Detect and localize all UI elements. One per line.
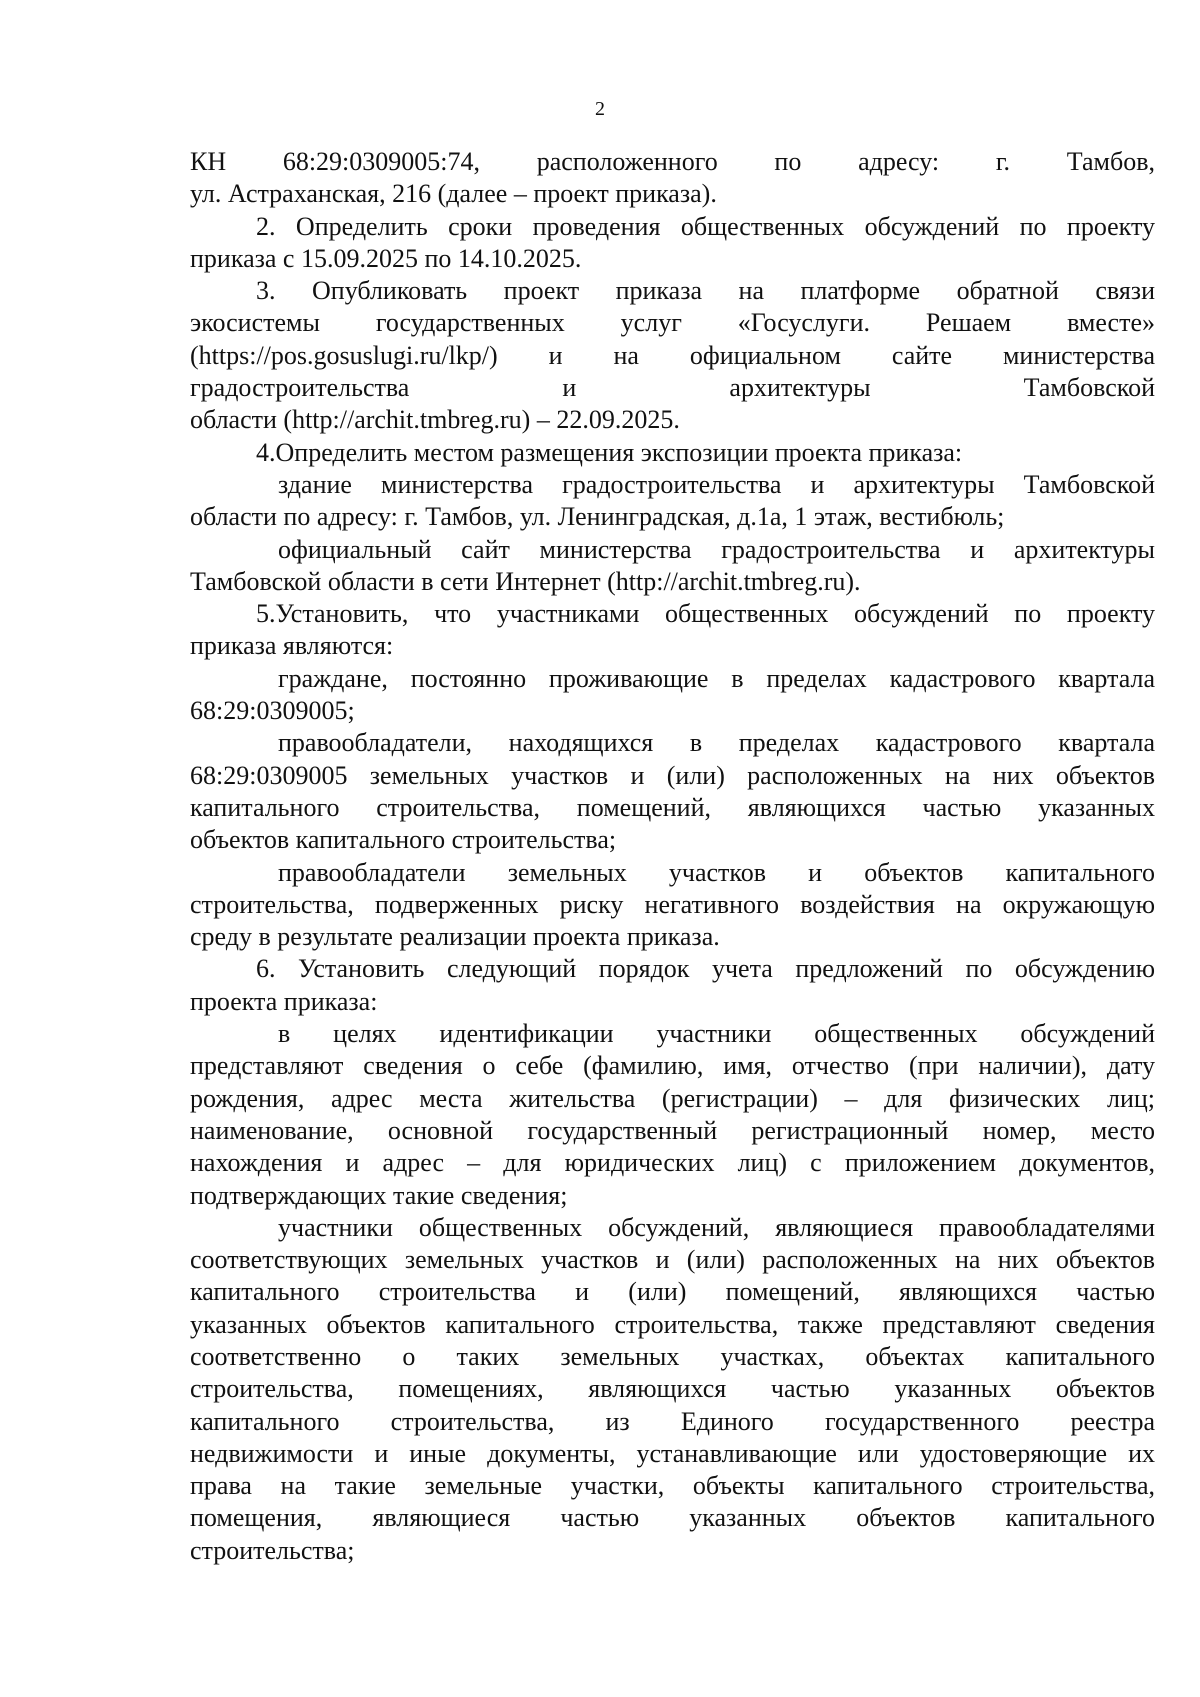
paragraph-line: градостроительства и архитектуры Тамбовской (190, 373, 1155, 403)
paragraph-line: нахождения и адрес – для юридических лиц) с приложением документов, (190, 1148, 1155, 1178)
paragraph-line: помещения, являющиеся частью указанных объектов капитального (190, 1503, 1155, 1533)
paragraph-line: 5.Установить, что участниками общественных обсуждений по проекту (256, 599, 1155, 629)
paragraph-line: официальный сайт министерства градостроительства и архитектуры (278, 534, 1155, 564)
paragraph-line: экосистемы государственных услуг «Госуслуги. Решаем вместе» (190, 308, 1155, 338)
paragraph-line: строительства; (190, 1535, 355, 1565)
paragraph-line: области по адресу: г. Тамбов, ул. Ленинградская, д.1а, 1 этаж, вестибюль; (190, 502, 1005, 532)
paragraph-line: (https://pos.gosuslugi.ru/lkp/) и на официальном сайте министерства (190, 340, 1155, 370)
document-body (190, 146, 1155, 1567)
paragraph-line: правообладатели, находящихся в пределах кадастрового квартала (278, 728, 1155, 758)
paragraph-line: строительства, помещениях, являющихся частью указанных объектов (190, 1374, 1155, 1404)
paragraph-line: недвижимости и иные документы, устанавливающие или удостоверяющие их (190, 1438, 1155, 1468)
paragraph-line: проекта приказа: (190, 986, 378, 1016)
paragraph-line: правообладатели земельных участков и объектов капитального (278, 857, 1155, 887)
paragraph-line: 68:29:0309005; (190, 696, 355, 726)
paragraph-line: Тамбовской области в сети Интернет (http://archit.tmbreg.ru). (190, 566, 861, 596)
paragraph-line: соответствующих земельных участков и (или) расположенных на них объектов (190, 1245, 1155, 1275)
paragraph-line: капитального строительства и (или) помещений, являющихся частью (190, 1277, 1155, 1307)
paragraph-line: строительства, подверженных риску негативного воздействия на окружающую (190, 889, 1155, 919)
paragraph-line: 6. Установить следующий порядок учета предложений по обсуждению (256, 954, 1155, 984)
paragraph-line: подтверждающих такие сведения; (190, 1180, 568, 1210)
paragraph-line: приказа с 15.09.2025 по 14.10.2025. (190, 243, 582, 273)
paragraph-line: объектов капитального строительства; (190, 825, 617, 855)
paragraph-line: соответственно о таких земельных участках, объектах капитального (190, 1341, 1155, 1371)
paragraph-line: рождения, адрес места жительства (регистрации) – для физических лиц; (190, 1083, 1155, 1113)
paragraph-line: здание министерства градостроительства и архитектуры Тамбовской (278, 469, 1155, 499)
paragraph-line: участники общественных обсуждений, являющиеся правообладателями (278, 1212, 1155, 1242)
paragraph-line: ул. Астраханская, 216 (далее – проект приказа). (190, 179, 717, 209)
paragraph-line: капитального строительства, из Единого государственного реестра (190, 1406, 1155, 1436)
page-number: 2 (595, 98, 605, 120)
paragraph-line: представляют сведения о себе (фамилию, имя, отчество (при наличии), дату (190, 1051, 1155, 1081)
paragraph-line: области (http://archit.tmbreg.ru) – 22.09.2025. (190, 405, 680, 435)
paragraph-line: 3. Опубликовать проект приказа на платформе обратной связи (256, 276, 1155, 306)
paragraph-line: в целях идентификации участники общественных обсуждений (278, 1019, 1155, 1049)
paragraph-line: граждане, постоянно проживающие в пределах кадастрового квартала (278, 663, 1155, 693)
paragraph-line: приказа являются: (190, 631, 394, 661)
paragraph-line: 4.Определить местом размещения экспозиции проекта приказа: (256, 437, 963, 467)
paragraph-line: 68:29:0309005 земельных участков и (или) расположенных на них объектов (190, 760, 1155, 790)
paragraph-line: права на такие земельные участки, объекты капитального строительства, (190, 1471, 1155, 1501)
paragraph-line: среду в результате реализации проекта приказа. (190, 922, 720, 952)
paragraph-line: капитального строительства, помещений, являющихся частью указанных (190, 792, 1155, 822)
paragraph-line: КН 68:29:0309005:74, расположенного по адресу: г. Тамбов, (190, 147, 1155, 176)
paragraph-line: наименование, основной государственный регистрационный номер, место (190, 1115, 1155, 1145)
paragraph-line: указанных объектов капитального строительства, также представляют сведения (190, 1309, 1155, 1339)
paragraph-line: 2. Определить сроки проведения общественных обсуждений по проекту (256, 211, 1155, 241)
